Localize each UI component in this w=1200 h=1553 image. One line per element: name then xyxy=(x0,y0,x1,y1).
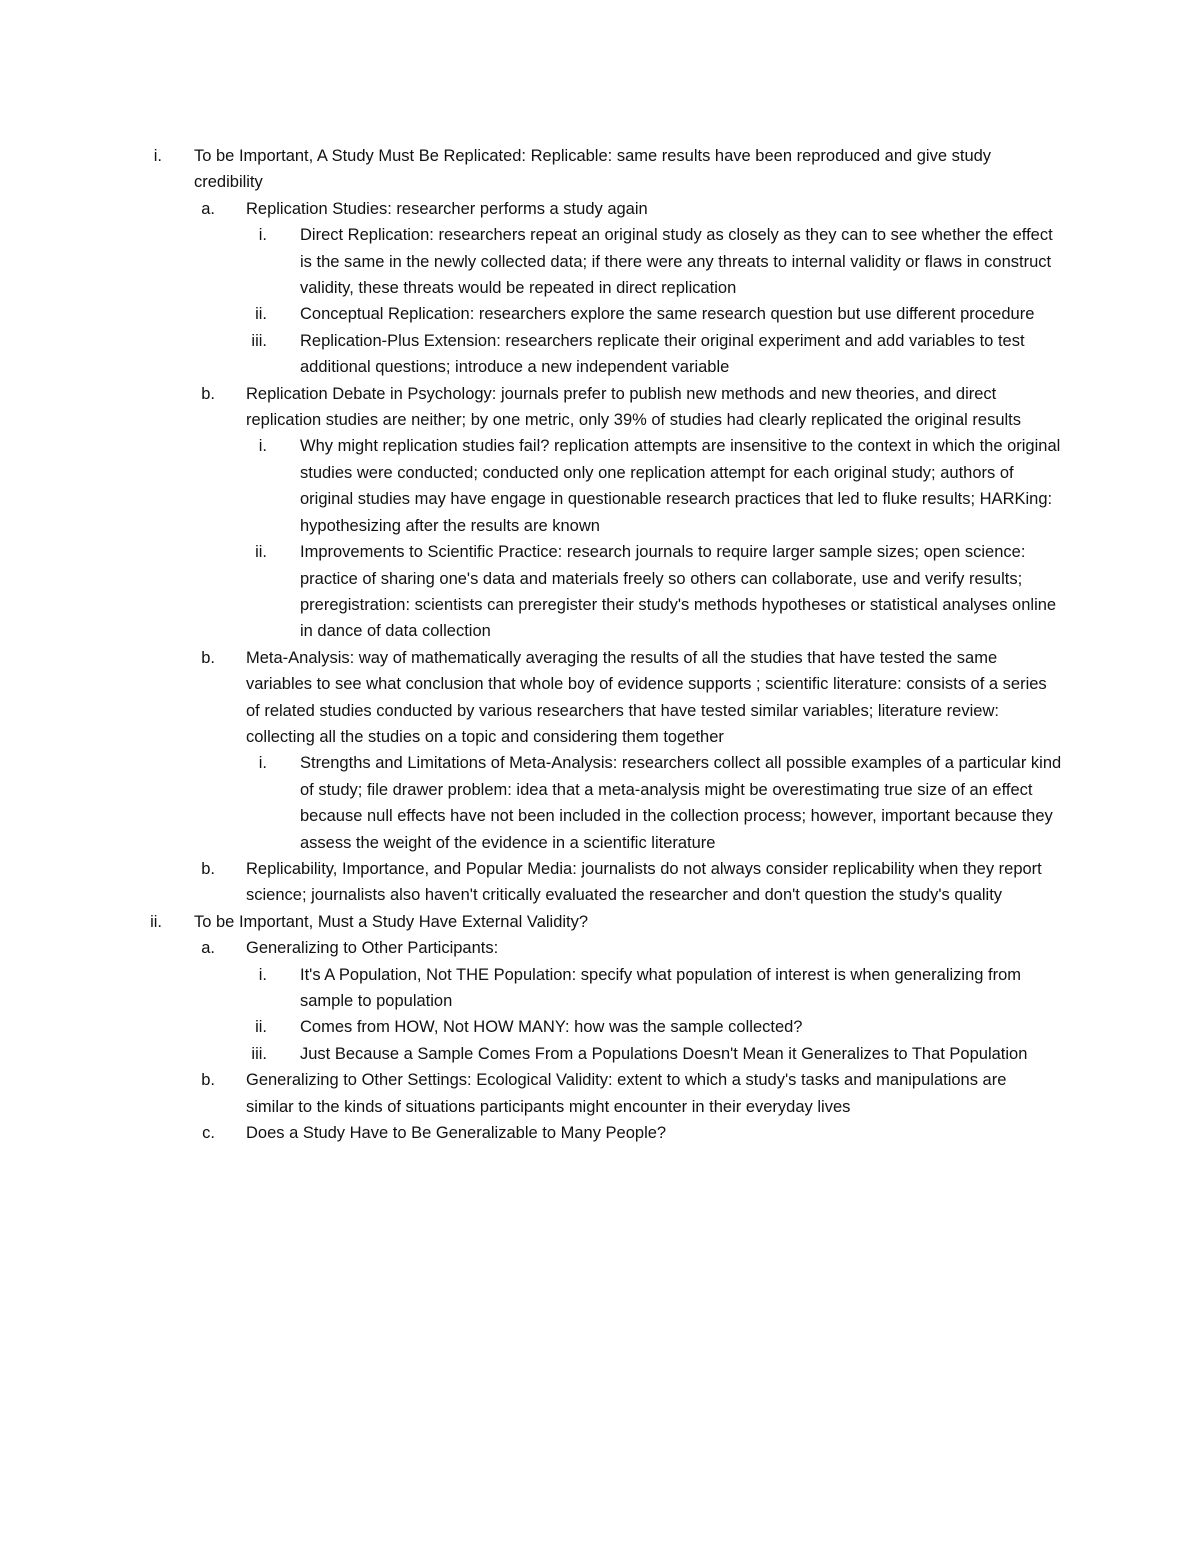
item-marker: iii. xyxy=(251,331,267,350)
item-text: Generalizing to Other Settings: Ecological Validity: extent to which a study's tasks and manipulations are similar to the kinds of situations participants might encounter in their everyday lives xyxy=(246,1071,1007,1116)
item-marker: ii. xyxy=(255,305,267,324)
item-marker: b. xyxy=(201,1071,215,1090)
item-marker: a. xyxy=(201,939,215,958)
outline-item xyxy=(0,328,1200,381)
item-text: Replication Studies: researcher performs a study again xyxy=(246,199,648,218)
item-marker: ii. xyxy=(150,912,162,931)
item-text: Does a Study Have to Be Generalizable to Many People? xyxy=(246,1124,667,1143)
outline-item xyxy=(0,1014,1200,1040)
item-text: Meta-Analysis: way of mathematically averaging the results of all the studies that have tested the same variables to see what conclusion that whole boy of evidence supports ; scientific literature: consists of a series of related studies conducted by various researchers that have tested similar variables; literature review: collecting all the studies on a topic and considering them together xyxy=(246,648,1047,746)
outline-item xyxy=(0,1067,1200,1120)
item-marker: ii. xyxy=(255,543,267,562)
outline-item xyxy=(0,856,1200,909)
item-marker: i. xyxy=(258,226,267,245)
outline-item xyxy=(0,196,1200,222)
item-marker: b. xyxy=(201,384,215,403)
outline-item xyxy=(0,935,1200,961)
item-text: Improvements to Scientific Practice: research journals to require larger sample sizes; open science: practice of sharing one's data and materials freely so others can collaborate, use and verify results; preregistration: scientists can preregister their study's methods hypotheses or statistical analyses online in dance of data collection xyxy=(300,543,1057,641)
item-marker: a. xyxy=(201,199,215,218)
item-text: Generalizing to Other Participants: xyxy=(246,939,499,958)
item-marker: i. xyxy=(258,754,267,773)
item-marker: b. xyxy=(201,859,215,878)
outline-item xyxy=(0,962,1200,1015)
item-text: Replication-Plus Extension: researchers replicate their original experiment and add variables to test additional questions; introduce a new independent variable xyxy=(300,331,1025,377)
item-marker: i. xyxy=(258,437,267,456)
item-text: Why might replication studies fail? replication attempts are insensitive to the context in which the original studies were conducted; conducted only one replication attempt for each original study; authors of original studies may have engage in questionable research practices that led to fluke results; HARKing: hypothesizing after the results are known xyxy=(300,437,1061,535)
item-marker: c. xyxy=(202,1124,215,1143)
outline-item xyxy=(0,222,1200,301)
outline-item xyxy=(0,143,1200,196)
item-text: Replicability, Importance, and Popular Media: journalists do not always consider replicability when they report science; journalists also haven't critically evaluated the researcher and don't question the study's quality xyxy=(246,859,1042,905)
item-text: Direct Replication: researchers repeat an original study as closely as they can to see whether the effect is the same in the newly collected data; if there were any threats to internal validity or flaws in construct validity, these threats would be repeated in direct replication xyxy=(300,226,1053,298)
item-text: It's A Population, Not THE Population: specify what population of interest is when generalizing from sample to population xyxy=(300,965,1022,1010)
item-marker: i. xyxy=(153,147,162,165)
item-marker: iii. xyxy=(251,1044,267,1063)
item-text: Comes from HOW, Not HOW MANY: how was the sample collected? xyxy=(300,1018,803,1037)
item-text: To be Important, Must a Study Have External Validity? xyxy=(194,912,589,931)
item-marker: i. xyxy=(258,965,267,984)
item-text: To be Important, A Study Must Be Replicated: Replicable: same results have been reproduced and give study credibility xyxy=(194,147,992,192)
outline-item xyxy=(0,909,1200,935)
outline-item xyxy=(0,381,1200,434)
outline-item xyxy=(0,539,1200,645)
outline-item xyxy=(0,301,1200,327)
item-marker: ii. xyxy=(255,1018,267,1037)
outline-item xyxy=(0,433,1200,539)
item-text: Just Because a Sample Comes From a Populations Doesn't Mean it Generalizes to That Population xyxy=(300,1044,1028,1063)
outline-item xyxy=(0,750,1200,856)
outline-list xyxy=(0,143,1200,1146)
item-text: Conceptual Replication: researchers explore the same research question but use different procedure xyxy=(300,305,1035,324)
outline-item xyxy=(0,1120,1200,1146)
item-text: Replication Debate in Psychology: journals prefer to publish new methods and new theories, and direct replication studies are neither; by one metric, only 39% of studies had clearly replicated the original results xyxy=(246,384,1021,430)
outline-item xyxy=(0,1041,1200,1067)
outline-item xyxy=(0,645,1200,751)
item-marker: b. xyxy=(201,648,215,667)
item-text: Strengths and Limitations of Meta-Analysis: researchers collect all possible examples of a particular kind of study; file drawer problem: idea that a meta-analysis might be overestimating true size of an effect because null effects have not been included in the collection process; however, important because they assess the weight of the evidence in a scientific literature xyxy=(300,754,1062,852)
